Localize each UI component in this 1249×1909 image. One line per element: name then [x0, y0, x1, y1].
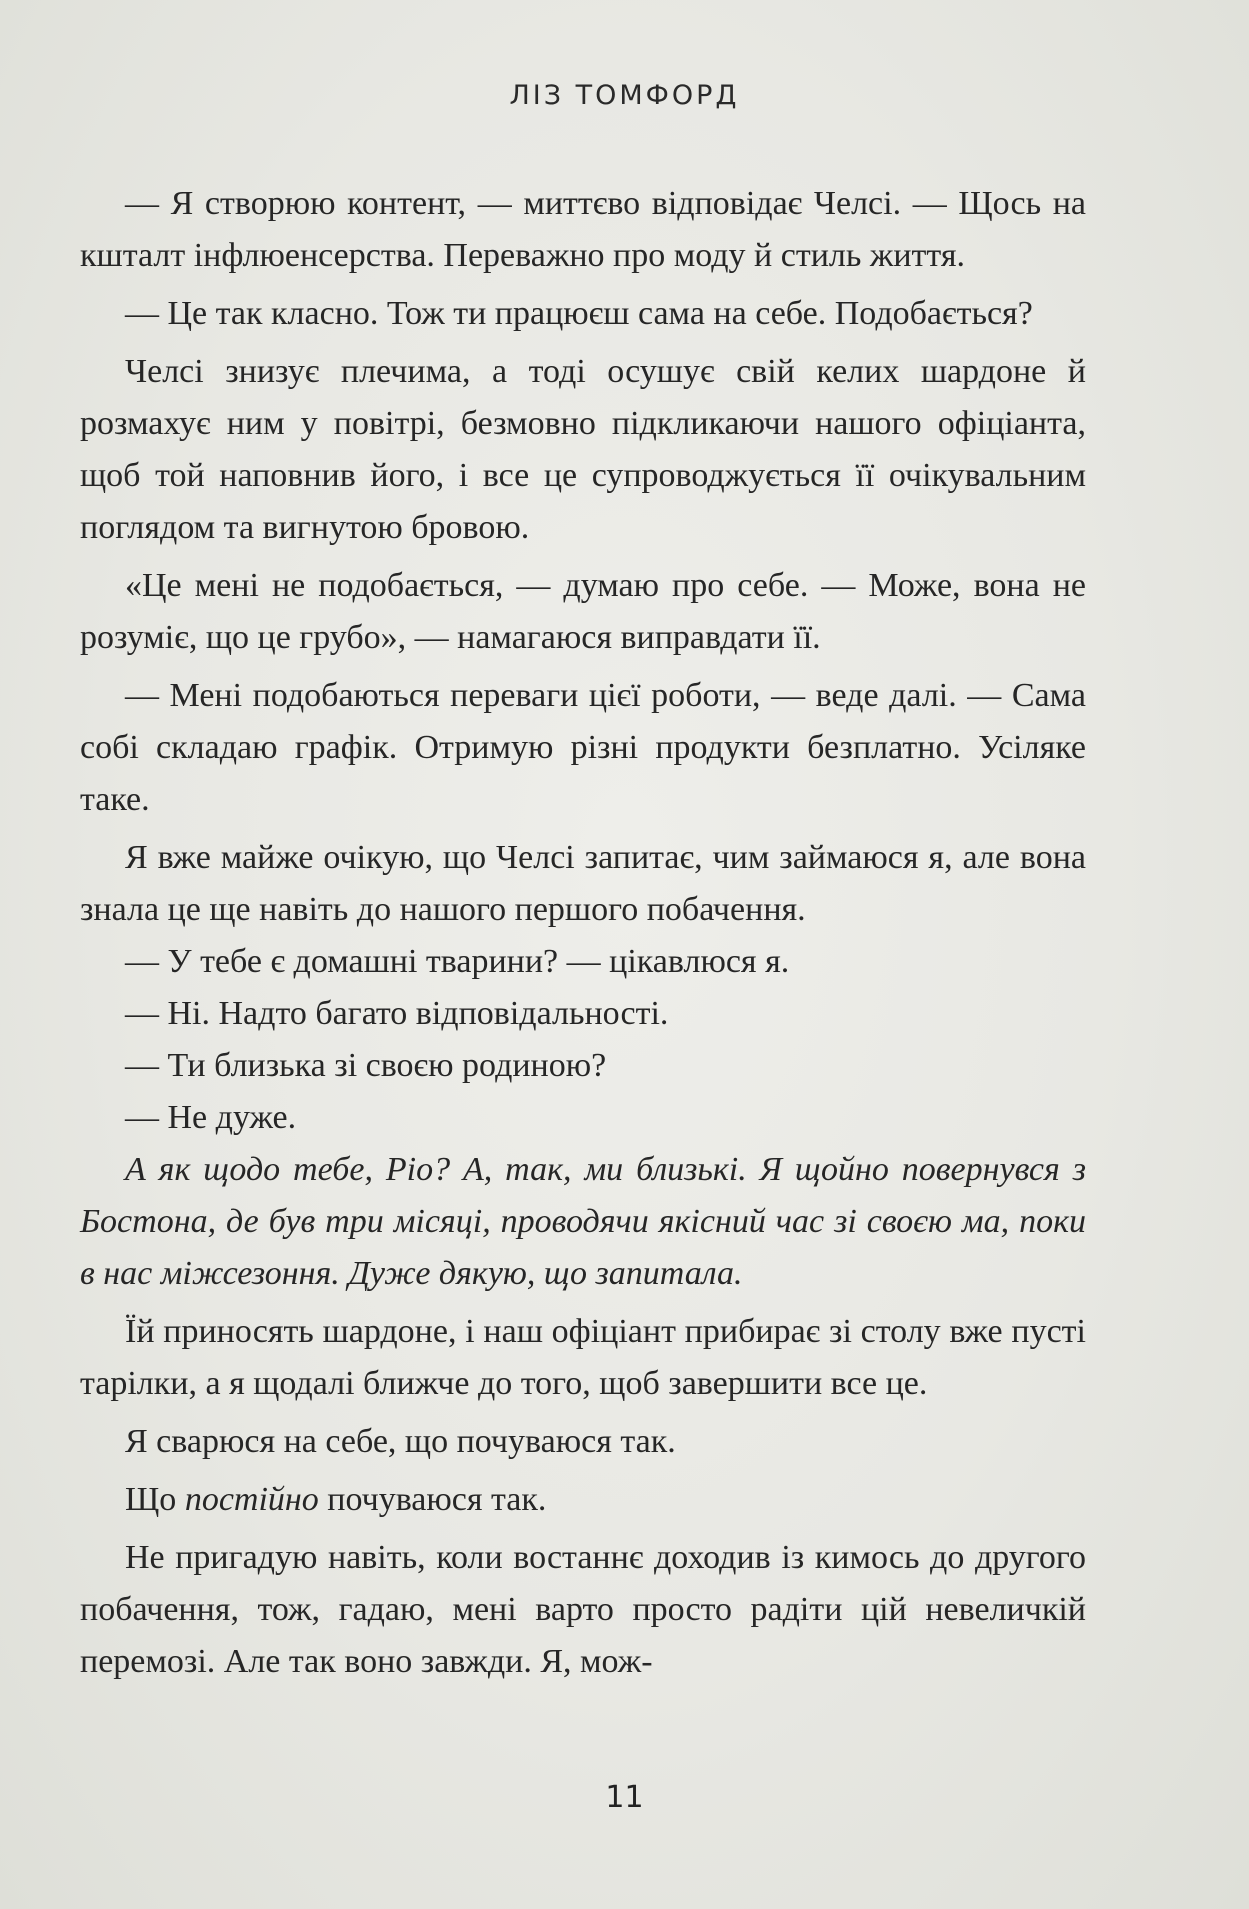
- running-head: ЛІЗ ТОМФОРД: [509, 80, 740, 111]
- page-number: 11: [605, 1780, 644, 1815]
- paragraph: Не пригадую навіть, коли востаннє доходив із кимось до другого побачення, тож, гадаю, мені варто просто радіти цій невеличкій перемозі. Але так воно завжди. Я, мож-: [80, 1539, 1086, 1680]
- text-run: Що: [125, 1481, 177, 1518]
- dialogue-line: — Ні. Надто багато відповідальності.: [125, 995, 669, 1032]
- paragraph: «Це мені не подобається, — думаю про себе. — Може, вона не розуміє, що це грубо», — намагаюся виправдати її.: [80, 567, 1086, 656]
- italic-word: постійно: [184, 1481, 319, 1518]
- dialogue-line: — У тебе є домашні тварини? — цікавлюся я.: [125, 943, 790, 980]
- dialogue-line: — Ти близька зі своєю родиною?: [125, 1047, 607, 1084]
- paragraph: Челсі знизує плечима, а тоді осушує свій келих шардоне й розмахує ним у повітрі, безмовно підкликаючи нашого офіціанта, щоб той наповнив його, і все це супроводжується її очікувальним поглядом та вигнутою бровою.: [80, 353, 1086, 546]
- paragraph: — Мені подобаються переваги цієї роботи, — веде далі. — Сама собі складаю графік. Отримую різні продукти безплатно. Усіляке таке.: [80, 677, 1086, 818]
- paragraph: — Це так класно. Тож ти працюєш сама на себе. Подобається?: [125, 295, 1033, 332]
- text-run: почуваюся так.: [327, 1481, 547, 1518]
- paragraph: — Я створюю контент, — миттєво відповідає Челсі. — Щось на кшталт інфлюенсерства. Переважно про моду й стиль життя.: [80, 185, 1086, 274]
- paragraph-mixed: [80, 1474, 1086, 1526]
- paragraph: Я вже майже очікую, що Челсі запитає, чим займаюся я, але вона знала це ще навіть до нашого першого побачення.: [80, 839, 1086, 928]
- paragraph: Їй приносять шардоне, і наш офіціант прибирає зі столу вже пусті тарілки, а я щодалі ближче до того, щоб завершити все це.: [80, 1313, 1086, 1402]
- paragraph: Я сварюся на себе, що почуваюся так.: [125, 1423, 676, 1460]
- body-text: [80, 178, 1086, 1694]
- italic-paragraph: А як щодо тебе, Ріо? А, так, ми близькі. Я щойно повернувся з Бостона, де був три місяці, проводячи якісний час зі своєю ма, поки в нас міжсезоння. Дуже дякую, що запитала.: [80, 1151, 1086, 1292]
- dialogue-line: — Не дуже.: [125, 1099, 297, 1136]
